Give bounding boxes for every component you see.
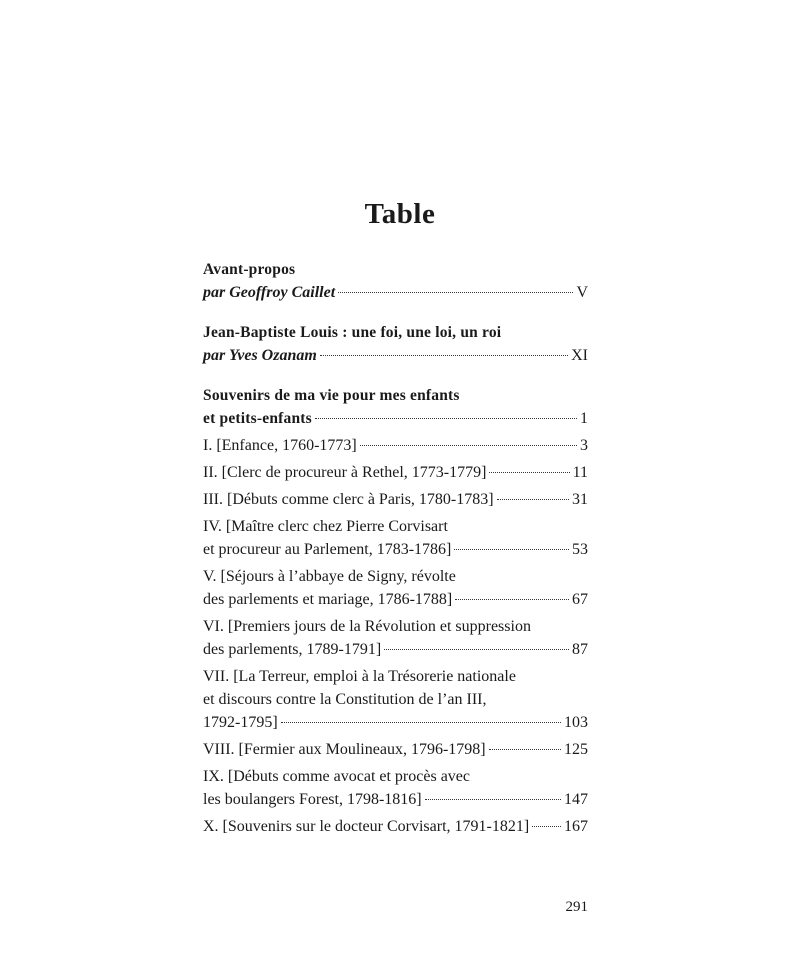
chapter-title-continued: 1792-1795] — [203, 714, 278, 731]
page-number: XI — [571, 347, 588, 364]
dot-leader — [360, 445, 577, 446]
dot-leader — [425, 799, 561, 800]
toc-chapter-10 — [203, 815, 588, 838]
dot-leader — [532, 826, 561, 827]
toc-section-jean-baptiste-louis — [203, 321, 588, 367]
toc-chapter-1 — [203, 434, 588, 457]
chapter-title: I. [Enfance, 1760-1773] — [203, 437, 357, 454]
dot-leader — [338, 292, 573, 293]
chapter-title: VII. [La Terreur, emploi à la Trésorerie nationale — [203, 668, 516, 685]
page-number: 147 — [564, 791, 588, 808]
page-number: 103 — [564, 714, 588, 731]
section-author: par Geoffroy Caillet — [203, 284, 336, 301]
toc-chapter-3 — [203, 488, 588, 511]
toc-chapter-4 — [203, 515, 588, 561]
dot-leader — [497, 499, 569, 500]
toc-chapter-7 — [203, 665, 588, 734]
page-number: 53 — [572, 541, 588, 558]
chapter-title: X. [Souvenirs sur le docteur Corvisart, 1791-1821] — [203, 818, 530, 835]
chapter-title: VI. [Premiers jours de la Révolution et suppression — [203, 618, 531, 635]
page-number: 167 — [564, 818, 588, 835]
page-number: 31 — [572, 491, 588, 508]
page-number: V — [576, 284, 588, 301]
page-title: Table — [364, 198, 436, 230]
chapter-title: VIII. [Fermier aux Moulineaux, 1796-1798] — [203, 741, 486, 758]
dot-leader — [454, 549, 569, 550]
table-of-contents — [203, 258, 588, 842]
page-number: 3 — [580, 437, 588, 454]
dot-leader — [281, 722, 561, 723]
chapter-title: V. [Séjours à l’abbaye de Signy, révolte — [203, 568, 456, 585]
chapter-title-continued: et procureur au Parlement, 1783-1786] — [203, 541, 452, 558]
dot-leader — [455, 599, 569, 600]
page-number: 87 — [572, 641, 588, 658]
section-heading: Jean-Baptiste Louis : une foi, une loi, un roi — [203, 324, 502, 341]
section-heading: Avant-propos — [203, 261, 296, 278]
section-author: par Yves Ozanam — [203, 347, 317, 364]
chapter-title-continued: et discours contre la Constitution de l’an III, — [203, 691, 487, 708]
page-number: 67 — [572, 591, 588, 608]
page-number: 1 — [580, 410, 588, 427]
chapter-title: III. [Débuts comme clerc à Paris, 1780-1783] — [203, 491, 494, 508]
folio-page-number: 291 — [565, 899, 588, 915]
dot-leader — [489, 749, 561, 750]
page-number: 11 — [572, 464, 588, 481]
chapter-title: IX. [Débuts comme avocat et procès avec — [203, 768, 470, 785]
toc-chapter-2 — [203, 461, 588, 484]
dot-leader — [384, 649, 569, 650]
toc-chapter-5 — [203, 565, 588, 611]
chapter-title-continued: les boulangers Forest, 1798-1816] — [203, 791, 422, 808]
toc-section-souvenirs — [203, 384, 588, 430]
section-heading: Souvenirs de ma vie pour mes enfants — [203, 387, 460, 404]
toc-chapter-6 — [203, 615, 588, 661]
dot-leader — [315, 418, 577, 419]
toc-section-avant-propos — [203, 258, 588, 304]
chapter-title: II. [Clerc de procureur à Rethel, 1773-1779] — [203, 464, 487, 481]
chapter-title-continued: des parlements, 1789-1791] — [203, 641, 382, 658]
toc-chapter-8 — [203, 738, 588, 761]
chapter-title-continued: des parlements et mariage, 1786-1788] — [203, 591, 453, 608]
section-heading-continued: et petits-enfants — [203, 410, 312, 427]
dot-leader — [320, 355, 568, 356]
chapter-title: IV. [Maître clerc chez Pierre Corvisart — [203, 518, 448, 535]
dot-leader — [489, 472, 569, 473]
toc-chapter-9 — [203, 765, 588, 811]
page-number: 125 — [564, 741, 588, 758]
